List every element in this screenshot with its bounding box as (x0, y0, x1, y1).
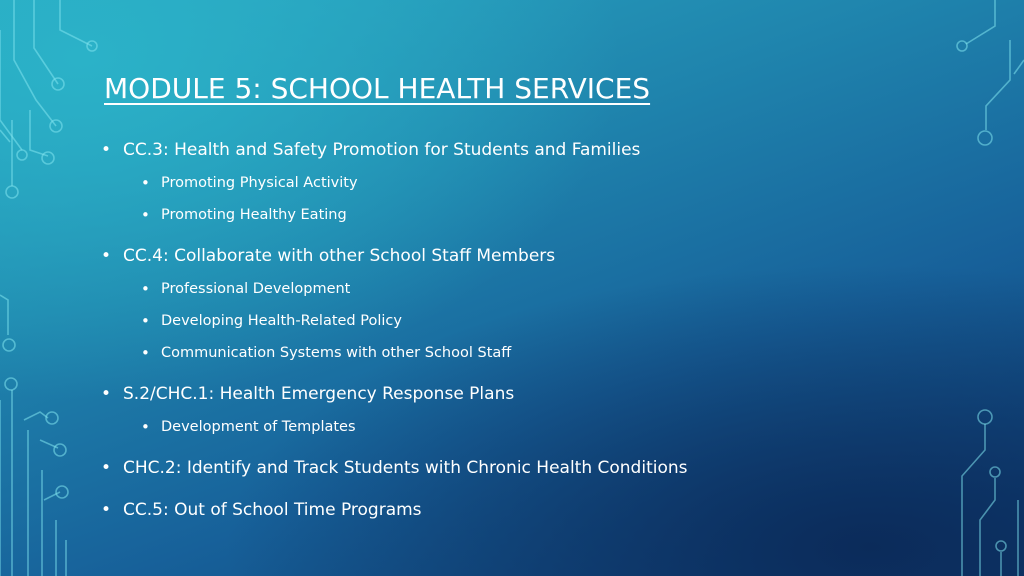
list-item (100, 380, 960, 408)
sub-list-item-text: Professional Development (161, 281, 351, 297)
bullet-icon: • (101, 458, 112, 478)
sub-list-item (100, 170, 960, 196)
bullet-list (100, 136, 960, 524)
sub-list-item-text: Developing Health-Related Policy (161, 313, 402, 329)
bullet-icon: • (141, 418, 150, 436)
sub-list-item-text: Promoting Healthy Eating (161, 207, 347, 223)
list-item (100, 496, 960, 524)
list-item-text: CC.5: Out of School Time Programs (123, 500, 422, 520)
list-item-text: S.2/CHC.1: Health Emergency Response Plans (123, 384, 515, 404)
sub-list-item (100, 202, 960, 228)
list-item-text: CC.4: Collaborate with other School Staff Members (123, 246, 556, 266)
sub-list-item (100, 414, 960, 440)
bullet-icon: • (101, 140, 112, 160)
list-item (100, 136, 960, 164)
sub-list-item-text: Development of Templates (161, 419, 356, 435)
bullet-icon: • (101, 384, 112, 404)
bullet-icon: • (141, 206, 150, 224)
list-item (100, 242, 960, 270)
bullet-icon: • (141, 344, 150, 362)
bullet-icon: • (101, 246, 112, 266)
list-item (100, 454, 960, 482)
slide-title: MODULE 5: SCHOOL HEALTH SERVICES (104, 72, 651, 105)
sub-list-item (100, 276, 960, 302)
list-item-text: CC.3: Health and Safety Promotion for Students and Families (123, 140, 641, 160)
bullet-icon: • (141, 280, 150, 298)
bullet-icon: • (141, 312, 150, 330)
sub-list-item (100, 308, 960, 334)
sub-list-item-text: Communication Systems with other School Staff (161, 345, 512, 361)
sub-list-item (100, 340, 960, 366)
bullet-icon: • (101, 500, 112, 520)
bullet-icon: • (141, 174, 150, 192)
list-item-text: CHC.2: Identify and Track Students with Chronic Health Conditions (123, 458, 688, 478)
sub-list-item-text: Promoting Physical Activity (161, 175, 358, 191)
